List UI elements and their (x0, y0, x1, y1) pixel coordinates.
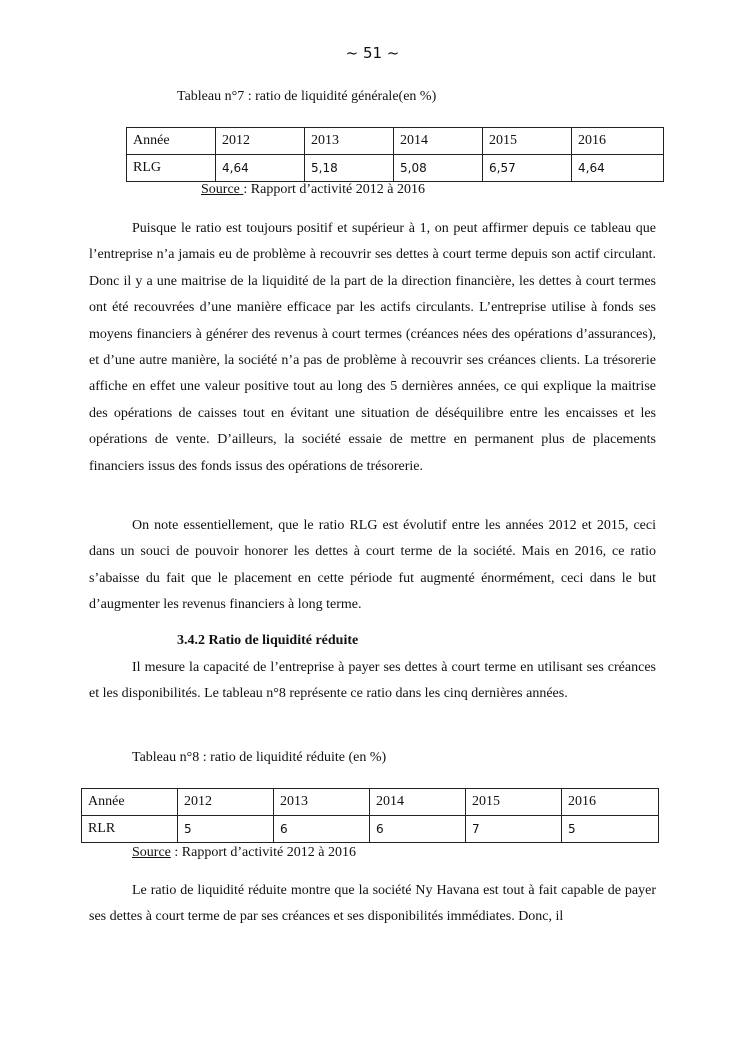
table8 (81, 788, 659, 843)
page-number: ~ 51 ~ (345, 44, 400, 62)
table8-header-cell: 2014 (370, 789, 466, 816)
table8-source (132, 845, 356, 861)
table8-caption: Tableau n°8 : ratio de liquidité réduite (en %) (132, 750, 387, 765)
table7-header-cell: 2012 (216, 128, 305, 155)
table8-header-cell: 2016 (562, 789, 659, 816)
table7-value-cell: 4,64 (572, 155, 664, 182)
table8-value-cell: 6 (274, 816, 370, 843)
paragraph-rlr-conclusion: Le ratio de liquidité réduite montre que la société Ny Havana est tout à fait capable de payer ses dettes à court terme de par ses créances et ses disponibilités immédiates. Donc, il (89, 883, 656, 925)
table8-header-row (82, 789, 659, 816)
section-heading: 3.4.2 Ratio de liquidité réduite (177, 633, 359, 648)
paragraph-liquidity-analysis: Puisque le ratio est toujours positif et supérieur à 1, on peut affirmer depuis ce tableau que l’entreprise n’a jamais eu de problème à recouvrir ses dettes à court terme depuis son actif circulant. Donc il y a une maitrise de la liquidité de la part de la direction financière, les dettes à court termes ont été recouvrées d’une manière efficace par les actifs circulants. L’entreprise utilise à fonds ses moyens financiers à générer des revenus à court termes (créances nées des opérations d’assurances), et d’une autre manière, la société n’a pas de problème à recouvrir ses créances clients. La trésorerie affiche en effet une valeur positive tout au long des 5 dernières années, ce qui explique la maitrise des opérations de caisses tout en évitant une situation de déséquilibre entre les encaisses et les opérations de vente. D’ailleurs, la société essaie de mettre en permanent plus de placements financiers issus des fonds issus des opérations de trésorerie. (89, 221, 656, 474)
table7-value-cell: 5,08 (394, 155, 483, 182)
table8-value-cell: 6 (370, 816, 466, 843)
table7-value-cell: 4,64 (216, 155, 305, 182)
table8-header-cell: 2013 (274, 789, 370, 816)
table8-value-cell: 5 (562, 816, 659, 843)
paragraph-rlg-evolution: On note essentiellement, que le ratio RLG est évolutif entre les années 2012 et 2015, ceci dans un souci de pouvoir honorer les dettes à court terme de la société. Mais en 2016, ce ratio s’abaisse du fait que le placement en cette période fut augmenté énormément, ceci dans le but d’augmenter les revenus financiers à long terme. (89, 518, 656, 613)
table8-header-cell: 2015 (466, 789, 562, 816)
table8-header-cell: Année (82, 789, 178, 816)
table8-value-cell: 7 (466, 816, 562, 843)
table7-source (201, 182, 425, 198)
table7-source-text: : Rapport d’activité 2012 à 2016 (243, 182, 425, 197)
table8-source-text: : Rapport d’activité 2012 à 2016 (170, 845, 356, 860)
table8-source-label: Source (132, 845, 171, 860)
table7-header-cell: 2013 (305, 128, 394, 155)
table7 (126, 127, 664, 182)
table7-source-label: Source (201, 182, 244, 197)
table7-header-cell: 2016 (572, 128, 664, 155)
table7-header-row (127, 128, 664, 155)
table8-data-row (82, 816, 659, 843)
table7-header-cell: Année (127, 128, 216, 155)
table7-header-cell: 2015 (483, 128, 572, 155)
table7-header-cell: 2014 (394, 128, 483, 155)
table8-value-cell: 5 (178, 816, 274, 843)
paragraph-rlr-definition: Il mesure la capacité de l’entreprise à payer ses dettes à court terme en utilisant ses créances et les disponibilités. Le tableau n°8 représente ce ratio dans les cinq dernières années. (89, 660, 656, 702)
table7-value-cell: 5,18 (305, 155, 394, 182)
table7-caption: Tableau n°7 : ratio de liquidité générale(en %) (177, 89, 437, 104)
table8-row-label: RLR (82, 816, 178, 843)
table7-row-label: RLG (127, 155, 216, 182)
table7-data-row (127, 155, 664, 182)
table7-value-cell: 6,57 (483, 155, 572, 182)
table8-header-cell: 2012 (178, 789, 274, 816)
